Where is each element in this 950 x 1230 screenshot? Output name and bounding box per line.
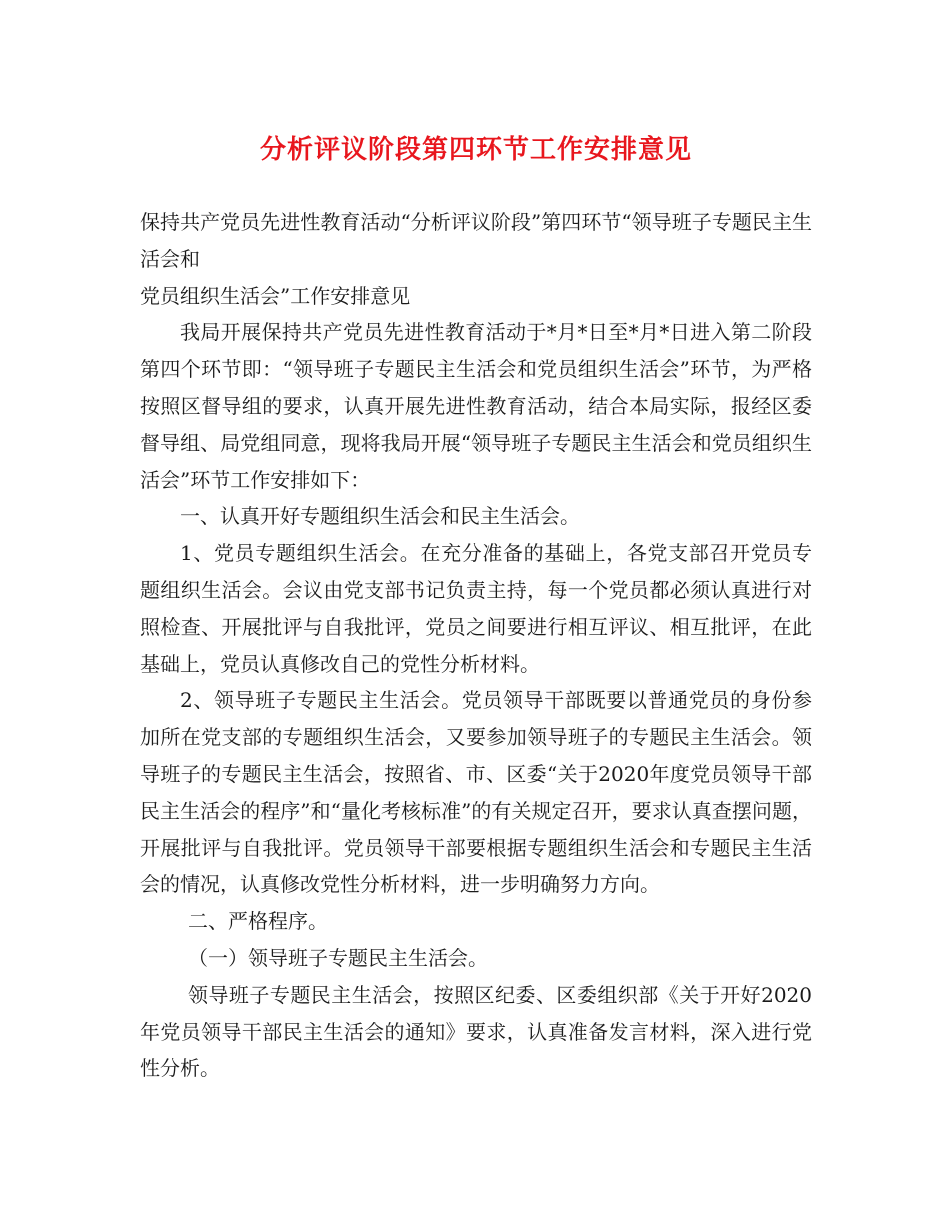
subtitle-line: 党员组织生活会”工作安排意见: [140, 283, 411, 308]
section-heading-2: 二、严格程序。: [188, 909, 328, 934]
document-subtitle: [140, 204, 812, 314]
subsection-heading-1: （一）领导班子专题民主生活会。: [188, 945, 488, 970]
body-paragraph-item-1: 1、党员专题组织生活会。在充分准备的基础上，各党支部召开党员专题组织生活会。会议由党支部书记负责主持，每一个党员都必须认真进行对照检查、开展批评与自我批评，党员之间要进行相互评议、相互批评，在此基础上，党员认真修改自己的党性分析材料。: [140, 541, 812, 676]
body-paragraph-item-2: 2、领导班子专题民主生活会。党员领导干部既要以普通党员的身份参加所在党支部的专题组织生活会，又要参加领导班子的专题民主生活会。领导班子的专题民主生活会，按照省、市、区委“关于2020年度党员领导干部民主生活会的程序”和“量化考核标准”的有关规定召开，要求认真查摆问题，开展批评与自我批评。党员领导干部要根据专题组织生活会和专题民主生活会的情况，认真修改党性分析材料，进一步明确努力方向。: [140, 688, 812, 897]
body-paragraph-intro: 我局开展保持共产党员先进性教育活动于*月*日至*月*日进入第二阶段第四个环节即：“领导班子专题民主生活会和党员组织生活会”环节，为严格按照区督导组的要求，认真开展先进性教育活动，结合本局实际，报经区委督导组、局党组同意，现将我局开展“领导班子专题民主生活会和党员组织生活会”环节工作安排如下：: [140, 320, 812, 492]
subtitle-line: 保持共产党员先进性教育活动“分析评议阶段”第四环节“领导班子专题民主生活会和: [140, 210, 812, 271]
section-heading-1: 一、认真开好专题组织生活会和民主生活会。: [180, 504, 580, 529]
body-paragraph-sub-1: 领导班子专题民主生活会，按照区纪委、区委组织部《关于开好2020年党员领导干部民主生活会的通知》要求，认真准备发言材料，深入进行党性分析。: [140, 982, 812, 1081]
document-title: 分析评议阶段第四环节工作安排意见: [259, 135, 692, 165]
